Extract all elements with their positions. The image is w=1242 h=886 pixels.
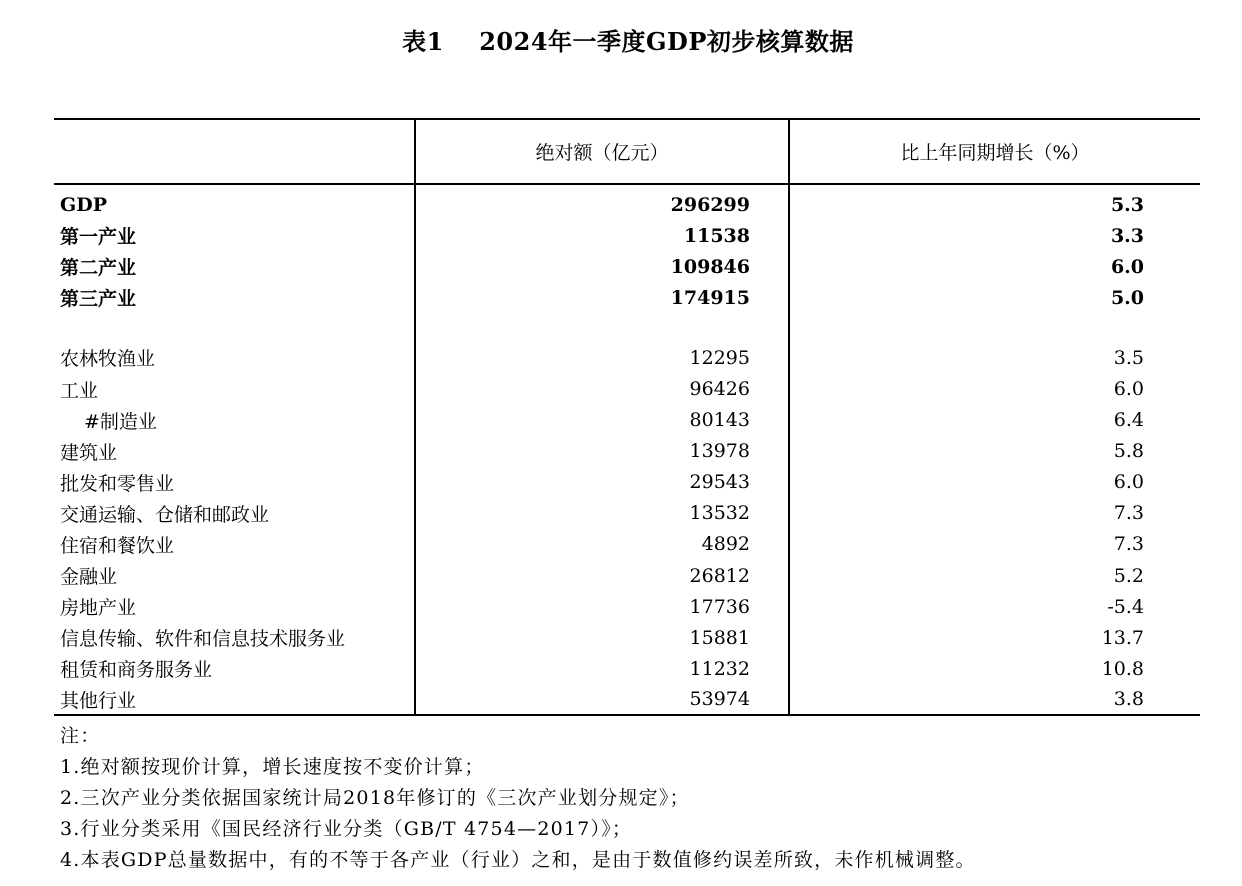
row-growth: -5.4 (789, 591, 1200, 622)
header-growth-rate: 比上年同期增长（%） (789, 119, 1200, 184)
row-growth: 6.0 (789, 251, 1200, 282)
row-value: 15881 (415, 622, 789, 653)
table-notes (60, 721, 976, 876)
row-value: 109846 (415, 251, 789, 282)
table-row (54, 529, 1200, 560)
row-name: GDP (60, 193, 107, 216)
row-value: 13978 (415, 436, 789, 467)
row-growth: 7.3 (789, 498, 1200, 529)
row-name: 第一产业 (60, 226, 137, 249)
row-value: 11538 (415, 220, 789, 251)
row-name: 住宿和餐饮业 (60, 534, 175, 557)
row-name: 交通运输、仓储和邮政业 (60, 503, 270, 526)
table-row (54, 282, 1200, 313)
table-spacer-row (54, 313, 1200, 342)
gdp-table-container (54, 118, 1200, 716)
row-name: 金融业 (60, 566, 118, 589)
table-row (54, 373, 1200, 404)
row-value: 96426 (415, 373, 789, 404)
row-growth: 5.0 (789, 282, 1200, 313)
note-item: 2.三次产业分类依据国家统计局2018年修订的《三次产业划分规定》； (60, 787, 690, 809)
row-value: 26812 (415, 560, 789, 591)
row-name: 房地产业 (60, 597, 137, 620)
table-row (54, 560, 1200, 591)
row-growth: 13.7 (789, 622, 1200, 653)
table-row (54, 498, 1200, 529)
row-growth: 5.8 (789, 436, 1200, 467)
table-row (54, 591, 1200, 622)
table-row (54, 220, 1200, 251)
table-row (54, 184, 1200, 220)
row-name: 租赁和商务服务业 (60, 659, 213, 682)
notes-heading: 注： (60, 725, 101, 747)
page-title: 表1 2024年一季度GDP初步核算数据 (402, 27, 854, 56)
row-value: 29543 (415, 467, 789, 498)
row-value: 11232 (415, 653, 789, 684)
row-name: 其他行业 (54, 684, 415, 715)
table-row (54, 467, 1200, 498)
row-growth: 6.0 (789, 467, 1200, 498)
table-row (54, 405, 1200, 436)
table-row (54, 342, 1200, 373)
row-name: 信息传输、软件和信息技术服务业 (60, 628, 346, 651)
table-header-row (54, 119, 1200, 184)
table-row (54, 436, 1200, 467)
row-value: 4892 (415, 529, 789, 560)
row-value: 13532 (415, 498, 789, 529)
row-growth: 5.3 (789, 184, 1200, 220)
row-value: 12295 (415, 342, 789, 373)
note-item: 1.绝对额按现价计算，增长速度按不变价计算； (60, 756, 485, 778)
row-growth: 3.3 (789, 220, 1200, 251)
row-name: 第二产业 (60, 257, 137, 280)
row-growth: 6.4 (789, 405, 1200, 436)
row-growth: 3.8 (789, 684, 1200, 715)
header-absolute-value: 绝对额（亿元） (415, 119, 789, 184)
table-row (54, 622, 1200, 653)
table-row (54, 251, 1200, 282)
row-growth: 7.3 (789, 529, 1200, 560)
row-value: 17736 (415, 591, 789, 622)
note-item: 3.行业分类采用《国民经济行业分类（GB/T 4754—2017）》； (60, 818, 633, 840)
table-row (54, 653, 1200, 684)
header-name (54, 119, 415, 184)
row-value: 80143 (415, 405, 789, 436)
row-growth: 5.2 (789, 560, 1200, 591)
row-name: 建筑业 (60, 441, 118, 464)
note-item: 4.本表GDP总量数据中，有的不等于各产业（行业）之和，是由于数值修约误差所致，未作机械调整。 (60, 849, 976, 871)
row-growth: 3.5 (789, 342, 1200, 373)
row-value: 174915 (415, 282, 789, 313)
row-name: #制造业 (84, 410, 157, 433)
table-row (54, 684, 1200, 715)
row-name: 批发和零售业 (60, 472, 175, 495)
row-value: 296299 (415, 184, 789, 220)
row-growth: 10.8 (789, 653, 1200, 684)
row-growth: 6.0 (789, 373, 1200, 404)
gdp-table (54, 118, 1200, 716)
row-name: 第三产业 (60, 288, 137, 311)
row-name: 农林牧渔业 (60, 348, 156, 371)
row-name: 工业 (60, 379, 99, 402)
row-value: 53974 (415, 684, 789, 715)
